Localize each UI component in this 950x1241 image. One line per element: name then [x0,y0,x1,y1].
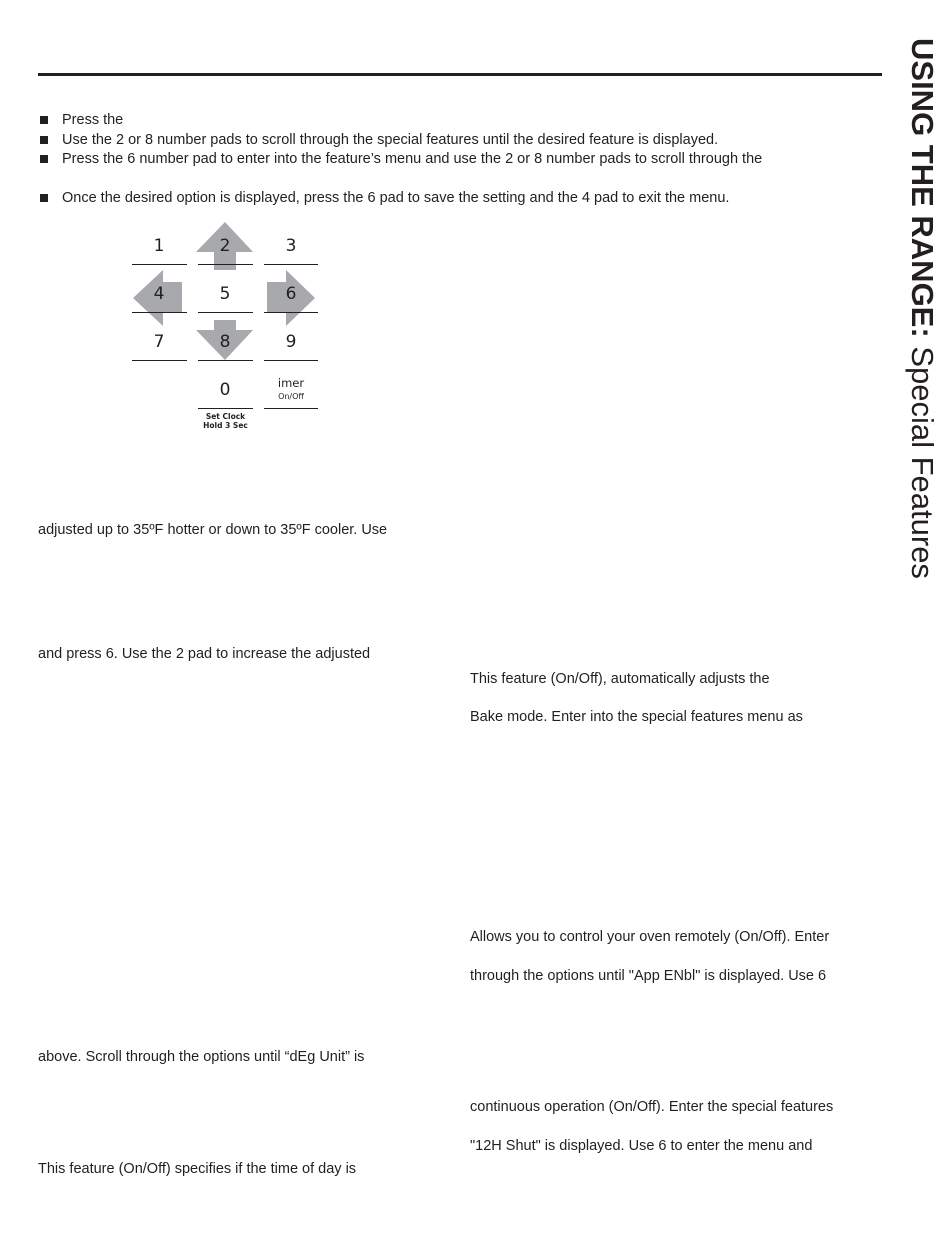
key-divider [132,360,187,361]
set-clock-label: Set Clock Hold 3 Sec [203,412,248,430]
key-9: 9 [285,332,297,352]
right-text-line: Allows you to control your oven remotely (On/Off). Enter [470,929,830,945]
right-text-line: "12H Shut" is displayed. Use 6 to enter the menu and [470,1138,813,1154]
key-divider [198,264,253,265]
key-6: 6 [285,284,297,304]
right-text-line: continuous operation (On/Off). Enter the special features [470,1099,834,1115]
key-0: 0 [219,380,231,400]
key-7: 7 [153,332,165,352]
timer-key-sublabel: On/Off [278,392,304,401]
list-item: Use the 2 or 8 number pads to scroll through the special features until the desired feature is displayed. [38,132,718,148]
left-text-line: above. Scroll through the options until “dEg Unit” is [38,1049,365,1065]
timer-key-label: imer [277,376,305,390]
key-divider [198,360,253,361]
right-text-line: This feature (On/Off), automatically adjusts the [470,671,770,687]
key-8: 8 [219,332,231,352]
right-text-line: through the options until "App ENbl" is displayed. Use 6 [470,968,827,984]
key-divider [198,408,253,409]
key-divider [264,264,318,265]
key-2: 2 [219,236,231,256]
bullet-square-icon [40,116,48,124]
list-item: Press the [38,112,123,128]
key-1: 1 [153,236,165,256]
list-item: Press the 6 number pad to enter into the feature’s menu and use the 2 or 8 number pads to scroll through the [38,151,762,167]
key-5: 5 [219,284,231,304]
key-divider [132,312,187,313]
bullet-square-icon [40,136,48,144]
section-title [904,38,940,579]
bullet-square-icon [40,155,48,163]
section-title-bold: USING THE RANGE: [905,38,940,338]
left-text-line: This feature (On/Off) specifies if the time of day is [38,1161,357,1177]
bullet-square-icon [40,194,48,202]
left-text-line: adjusted up to 35ºF hotter or down to 35ºF cooler. Use [38,522,388,538]
key-divider [264,312,318,313]
right-text-line: Bake mode. Enter into the special features menu as [470,709,803,725]
section-title-normal: Special Features [905,346,940,579]
keypad-diagram [128,218,328,438]
key-3: 3 [285,236,297,256]
key-divider [264,360,318,361]
header-rule [38,73,882,76]
left-text-line: and press 6. Use the 2 pad to increase the adjusted [38,646,371,662]
key-divider [264,408,318,409]
key-divider [198,312,253,313]
list-item: Once the desired option is displayed, press the 6 pad to save the setting and the 4 pad to exit the menu. [38,190,729,206]
key-4: 4 [153,284,165,304]
key-divider [132,264,187,265]
